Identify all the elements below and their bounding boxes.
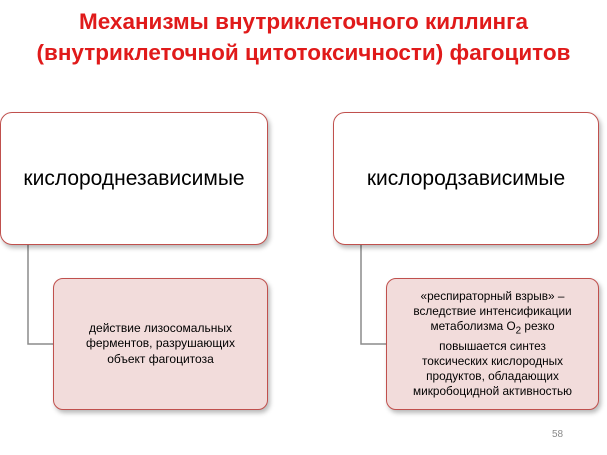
page-number: 58 — [552, 429, 564, 440]
respiratory-burst-text-part-2: резко повышается синтез токсических кислородных продуктов, обладающих микробоцидной активностью — [413, 319, 572, 399]
oxygen-independent-box — [0, 112, 268, 245]
slide-title-line-1: Механизмы внутриклеточного киллинга — [78, 9, 529, 34]
respiratory-burst-box — [386, 278, 599, 410]
connector-left — [28, 245, 53, 344]
respiratory-burst-text-part-1: «респираторный взрыв» – вследствие интенсификации метаболизма О — [413, 288, 572, 334]
connector-right — [361, 245, 386, 344]
slide-title-line-2: (внутриклеточной цитотоксичности) фагоцитов — [36, 40, 571, 65]
oxygen-subscript: 2 — [515, 325, 522, 337]
lysosomal-enzymes-box — [53, 278, 268, 410]
respiratory-burst-text — [413, 289, 572, 400]
oxygen-dependent-box — [333, 112, 599, 245]
oxygen-dependent-label: кислородзависимые — [366, 166, 566, 190]
lysosomal-enzymes-text: действие лизосомальных ферментов, разрушающих объект фагоцитоза — [86, 320, 235, 366]
oxygen-independent-label: кислороднезависимые — [23, 166, 245, 190]
